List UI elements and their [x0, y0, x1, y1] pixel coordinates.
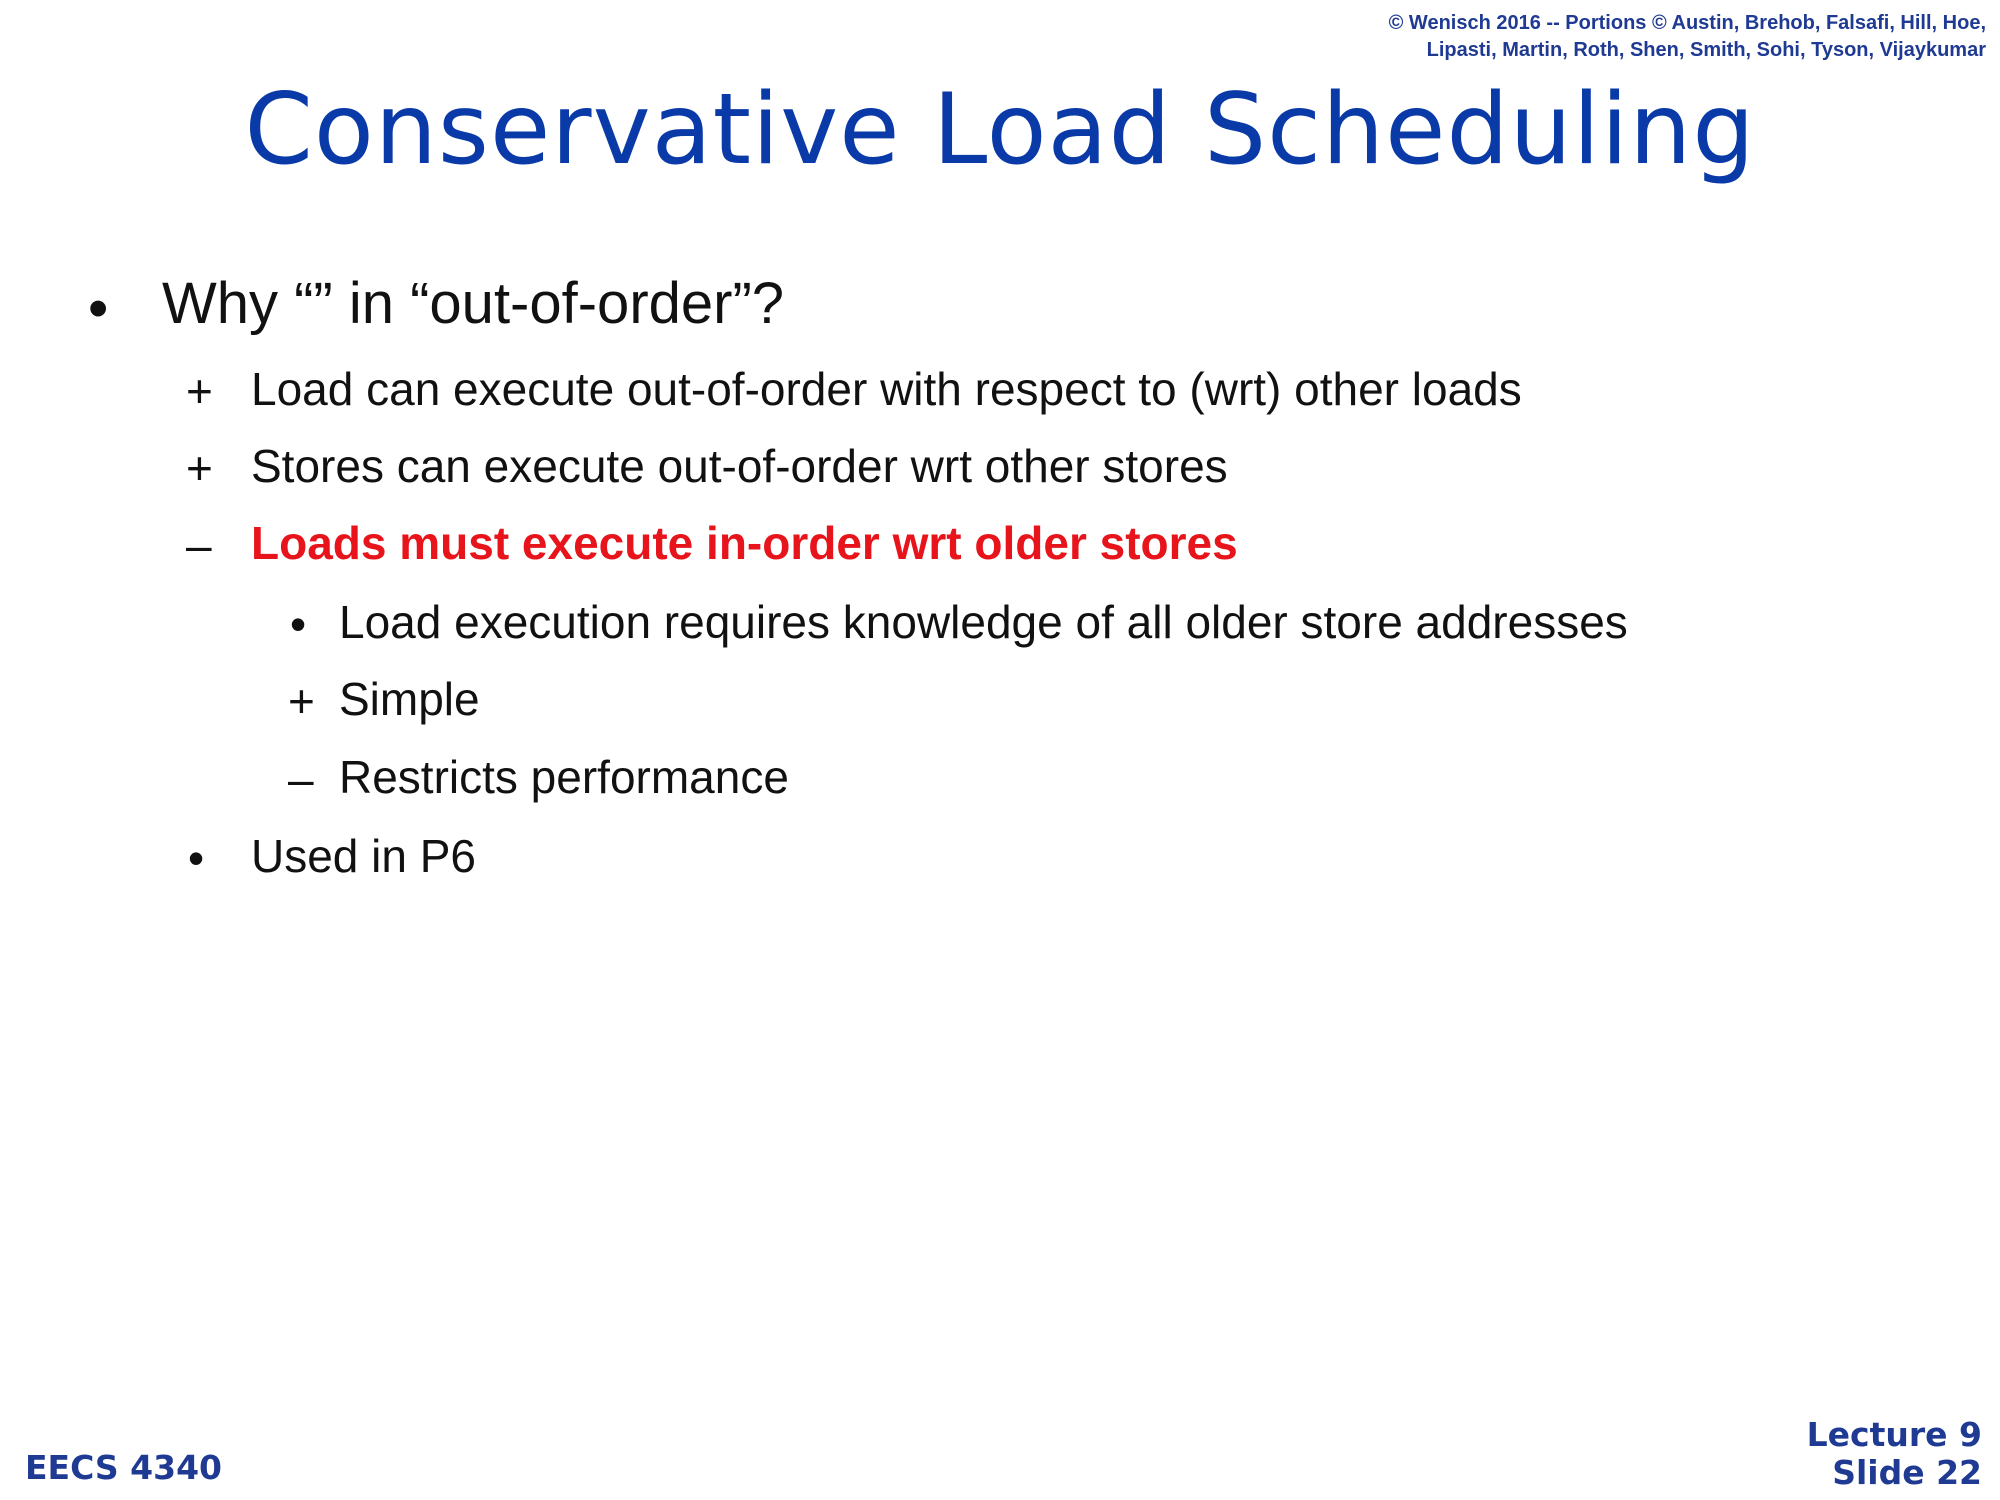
highlighted-bullet-text: Loads must execute in-order wrt older stores	[251, 517, 1238, 569]
bullet-text: Stores can execute out-of-order wrt other stores	[251, 440, 1228, 492]
copyright-line-1: © Wenisch 2016 -- Portions © Austin, Brehob, Falsafi, Hill, Hoe,	[1388, 12, 1986, 34]
lecture-label: Lecture 9	[1806, 1415, 1982, 1454]
slide-info	[1807, 1416, 1982, 1492]
bullet-text: Load can execute out-of-order with respect to (wrt) other loads	[251, 363, 1522, 415]
bullet-marker: •	[290, 598, 307, 650]
bullet-text: Restricts performance	[339, 751, 789, 803]
minus-marker: –	[288, 753, 314, 805]
plus-marker: +	[288, 675, 315, 727]
bullet-text: Load execution requires knowledge of all older store addresses	[339, 596, 1628, 648]
bullet-marker: •	[88, 276, 109, 341]
plus-marker: +	[186, 365, 213, 417]
bullet-text: Why “” in “out-of-order”?	[162, 271, 785, 336]
copyright-line-2: Lipasti, Martin, Roth, Shen, Smith, Sohi, Tyson, Vijaykumar	[1426, 39, 1986, 61]
course-label: EECS 4340	[25, 1448, 223, 1487]
bullet-marker: •	[188, 832, 205, 884]
bullet-text: Simple	[339, 673, 480, 725]
slide-title: Conservative Load Scheduling	[244, 73, 1756, 187]
minus-marker: –	[186, 519, 212, 571]
slide-number: Slide 22	[1832, 1453, 1982, 1492]
bullet-text: Used in P6	[251, 830, 477, 882]
plus-marker: +	[186, 442, 213, 494]
